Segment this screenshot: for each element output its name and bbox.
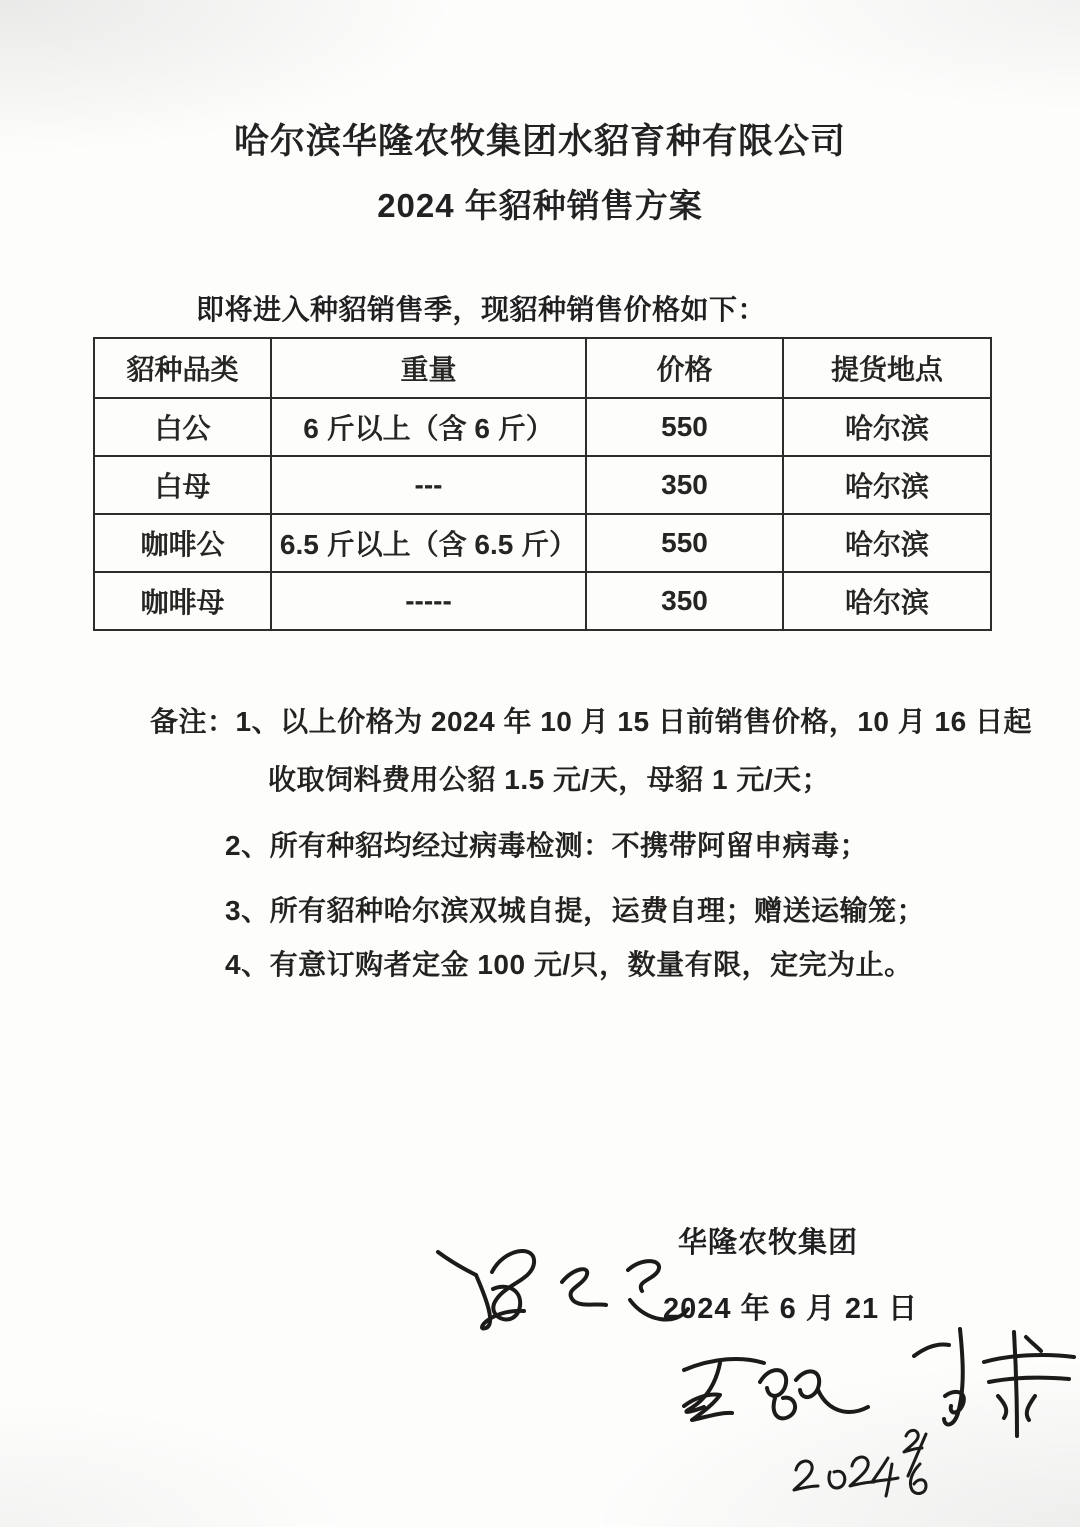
- cell-breed: 白母: [94, 456, 271, 514]
- cell-weight: -----: [271, 572, 586, 630]
- note-text: 所有种貂均经过病毒检测：不携带阿留申病毒；: [269, 830, 869, 861]
- note-text: 收取饲料费用公貂 1.5 元/天，母貂 1 元/天；: [268, 764, 831, 795]
- note-marker: 3、: [225, 895, 270, 926]
- signature-company-name: 华隆农牧集团: [678, 1227, 859, 1259]
- note-marker: 1、: [235, 706, 281, 737]
- table-row: [94, 456, 991, 514]
- table-row: [94, 398, 991, 456]
- cell-price: 350: [586, 456, 783, 514]
- note-text: 有意订购者定金 100 元/只，数量有限，定完为止。: [269, 949, 913, 980]
- note-text: 以上价格为 2024 年 10 月 15 日前销售价格，10 月 16 日起: [280, 706, 1032, 737]
- cell-price: 550: [586, 514, 783, 572]
- col-header-weight: 重量: [271, 338, 586, 398]
- note-1-line-2: [268, 758, 830, 798]
- handwritten-date: [788, 1426, 940, 1504]
- cell-price: 350: [586, 572, 783, 630]
- table-header-row: [94, 338, 991, 398]
- price-table: [93, 337, 992, 631]
- signature-date: 2024 年 6 月 21 日: [663, 1293, 919, 1325]
- company-title: 哈尔滨华隆农牧集团水貂育种有限公司: [233, 122, 846, 161]
- col-header-price: 价格: [586, 338, 783, 398]
- cell-breed: 咖啡母: [94, 572, 271, 630]
- note-marker: 4、: [225, 949, 270, 980]
- cell-breed: 咖啡公: [94, 514, 271, 572]
- cell-location: 哈尔滨: [783, 572, 991, 630]
- note-text: 所有貂种哈尔滨双城自提，运费自理；赠送运输笼；: [269, 895, 926, 926]
- note-marker: 2、: [225, 830, 270, 861]
- table-row: [94, 514, 991, 572]
- cell-weight: 6 斤以上（含 6 斤）: [271, 398, 586, 456]
- cell-weight: ---: [271, 456, 586, 514]
- note-4: [225, 943, 913, 983]
- cell-location: 哈尔滨: [783, 456, 991, 514]
- note-1-line-1: [150, 700, 1032, 740]
- col-header-pickup-location: 提货地点: [783, 338, 991, 398]
- table-row: [94, 572, 991, 630]
- handwritten-signature: [430, 1236, 692, 1344]
- note-3: [225, 889, 925, 929]
- intro-text: 即将进入种貂销售季，现貂种销售价格如下：: [196, 294, 767, 325]
- note-2: [225, 824, 868, 864]
- col-header-breed-category: 貂种品类: [94, 338, 271, 398]
- cell-weight: 6.5 斤以上（含 6.5 斤）: [271, 514, 586, 572]
- cell-price: 550: [586, 398, 783, 456]
- cell-breed: 白公: [94, 398, 271, 456]
- cell-location: 哈尔滨: [783, 514, 991, 572]
- document-title: 2024 年貂种销售方案: [377, 187, 703, 224]
- notes-label: 备注：: [150, 706, 236, 737]
- cell-location: 哈尔滨: [783, 398, 991, 456]
